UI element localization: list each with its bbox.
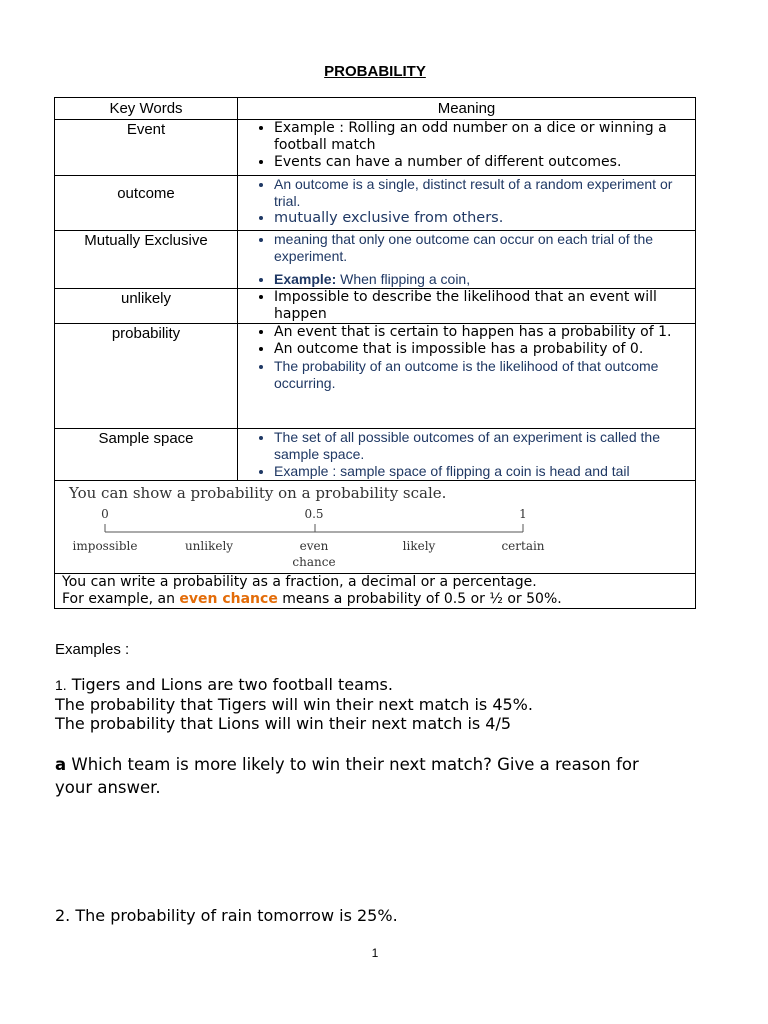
question-1-number: 1. (55, 677, 67, 693)
even-chance-highlight: even chance (179, 591, 278, 607)
tick-label-half: 0.5 (304, 507, 324, 521)
note-line-1: You can write a probability as a fraction, a decimal or a percentage. (62, 574, 537, 590)
tick-label-1: 1 (519, 507, 527, 521)
meaning-item: • An outcome is a single, distinct result of a random experiment or trial. (274, 176, 695, 210)
meaning-item (274, 271, 695, 288)
question-1 (55, 675, 533, 733)
meaning-item: • The probability of an outcome is the likelihood of that outcome occurring. (274, 358, 695, 392)
table-row (55, 324, 696, 429)
tick-label-0: 0 (101, 507, 109, 521)
label-unlikely: unlikely (184, 539, 234, 553)
label-even: even (299, 539, 329, 553)
meaning-cell (238, 429, 696, 481)
meaning-item: • Impossible to describe the likelihood that an event will happen (274, 289, 695, 323)
key-word: Sample space (55, 429, 238, 481)
key-words-table (54, 97, 696, 609)
header-key-words: Key Words (55, 98, 238, 120)
table-row (55, 120, 696, 176)
examples-heading: Examples : (55, 641, 130, 658)
question-1-text: Tigers and Lions are two football teams. (71, 675, 393, 694)
meaning-item: • Example : Rolling an odd number on a dice or winning a football match (274, 120, 695, 154)
table-row (55, 289, 696, 324)
question-1a-text: Which team is more likely to win their next match? Give a reason for your answer. (55, 755, 639, 797)
meaning-cell (238, 176, 696, 231)
meaning-cell (238, 289, 696, 324)
label-chance: chance (292, 555, 336, 569)
page-number: 1 (371, 946, 379, 960)
scale-title: You can show a probability on a probability scale. (69, 484, 447, 502)
meaning-item: • Example : sample space of flipping a coin is head and tail (274, 463, 695, 480)
table-row (55, 429, 696, 481)
label-impossible: impossible (72, 539, 138, 553)
meaning-item: • meaning that only one outcome can occur on each trial of the experiment. (274, 231, 695, 265)
label-certain: certain (501, 539, 545, 553)
header-meaning: Meaning (238, 98, 696, 120)
probability-scale-cell (55, 481, 696, 574)
meaning-item: • mutually exclusive from others. (274, 210, 695, 227)
label-likely: likely (402, 539, 436, 553)
example-text: When flipping a coin, (340, 271, 471, 287)
key-word: unlikely (55, 289, 238, 324)
probability-scale-row (55, 481, 696, 574)
question-1-line-3: The probability that Lions will win their next match is 4/5 (55, 714, 512, 733)
note-prefix: For example, an (62, 591, 175, 607)
table-header-row (55, 98, 696, 120)
meaning-item: • The set of all possible outcomes of an experiment is called the sample space. (274, 429, 695, 463)
meaning-cell (238, 324, 696, 429)
note-row (55, 574, 696, 609)
key-word: probability (55, 324, 238, 429)
meaning-item: • Events can have a number of different outcomes. (274, 154, 695, 171)
question-1a-letter: a (55, 755, 67, 774)
note-suffix: means a probability of 0.5 or ½ or 50%. (282, 591, 562, 607)
note-line-2 (62, 591, 695, 608)
key-word: Event (55, 120, 238, 176)
key-word: outcome (55, 176, 238, 231)
table-row (55, 176, 696, 231)
question-2: 2. The probability of rain tomorrow is 25%. (55, 906, 398, 925)
note-cell (55, 574, 696, 609)
probability-scale-diagram (55, 481, 696, 573)
page-title: PROBABILITY (324, 63, 426, 80)
meaning-item: • An event that is certain to happen has a probability of 1. (274, 324, 695, 341)
meaning-cell (238, 231, 696, 289)
question-1-line-1 (55, 675, 533, 695)
meaning-item: • An outcome that is impossible has a probability of 0. (274, 341, 695, 358)
meaning-cell (238, 120, 696, 176)
key-word: Mutually Exclusive (55, 231, 238, 289)
question-1-line-2: The probability that Tigers will win their next match is 45%. (55, 695, 533, 714)
question-1a (55, 753, 675, 799)
example-label: Example: (274, 271, 337, 287)
table-row (55, 231, 696, 289)
